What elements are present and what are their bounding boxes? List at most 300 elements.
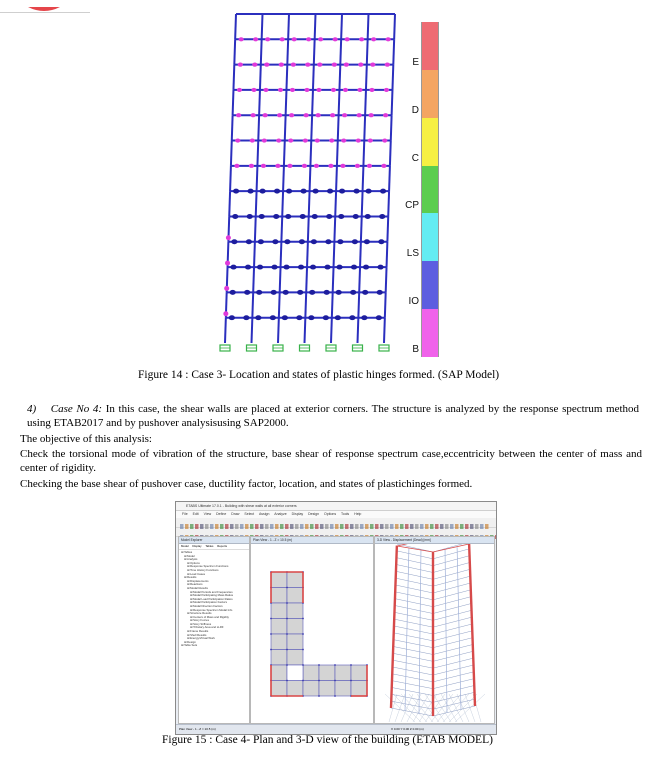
tree-item[interactable]: ⊞ Modal Periods and Frequencies <box>190 589 233 594</box>
objective-heading: The objective of this analysis: <box>20 433 152 445</box>
plastic-hinge <box>329 138 334 142</box>
plastic-hinge <box>379 214 385 219</box>
tree-item[interactable]: ⊞ Story Forces <box>190 618 209 623</box>
plan-slab-cell <box>319 665 335 681</box>
menu-assign[interactable]: Assign <box>258 512 270 516</box>
plastic-hinge <box>376 315 382 320</box>
plan-node <box>302 664 304 666</box>
plastic-hinge <box>300 214 306 219</box>
toolbar-icon <box>495 535 496 539</box>
tree-item[interactable]: ⊞ Tables <box>181 550 193 554</box>
tree-item[interactable]: ⊞ Modal Results <box>187 585 208 590</box>
plan-node <box>270 633 272 635</box>
plastic-hinge <box>324 265 330 270</box>
plan-node <box>286 618 288 620</box>
tree-item[interactable]: ⊞ Displacements <box>187 578 209 583</box>
plan-view-pane <box>250 536 374 724</box>
menu-define[interactable]: Define <box>216 512 227 516</box>
plastic-hinge <box>292 37 297 41</box>
plastic-hinge <box>253 37 258 41</box>
plastic-hinge <box>385 63 390 67</box>
plastic-hinge <box>338 214 344 219</box>
plastic-hinge <box>262 138 267 142</box>
legend-label-b: B <box>412 344 419 355</box>
plastic-hinge <box>350 290 356 295</box>
plastic-hinge <box>343 88 348 92</box>
frame-column <box>232 115 233 140</box>
menu-design[interactable]: Design <box>308 512 320 516</box>
frame-column <box>256 191 257 216</box>
plastic-hinge <box>326 214 332 219</box>
plan-node <box>334 680 336 682</box>
frame-column <box>359 267 360 292</box>
frame-column <box>254 242 255 267</box>
frame-column <box>262 14 263 39</box>
plan-node <box>302 680 304 682</box>
plan-slab-cell <box>287 619 303 635</box>
plan-slab-cell <box>351 665 367 681</box>
menu-analyze[interactable]: Analyze <box>274 512 287 516</box>
legend-label-d: D <box>411 104 419 116</box>
plastic-hinge <box>271 265 277 270</box>
view-3d-drawing[interactable] <box>375 544 494 724</box>
tree-item[interactable]: ⊞ Results <box>184 575 197 580</box>
tree-item[interactable]: ⊞ Model <box>184 553 195 558</box>
tree-item[interactable]: ⊞ Modal Participation Factors <box>190 600 228 605</box>
plan-node <box>286 633 288 635</box>
plastic-hinge <box>302 164 307 168</box>
plastic-hinge <box>290 88 295 92</box>
plastic-hinge <box>371 37 376 41</box>
case-4-number: 4) <box>27 403 37 415</box>
frame-column <box>388 191 389 216</box>
frame-column <box>229 191 230 216</box>
plastic-hinge <box>223 311 228 316</box>
plastic-hinge <box>272 239 278 244</box>
plastic-hinge <box>231 239 237 244</box>
tree-item[interactable]: ⊞ Response Spectrum Modal Info <box>190 607 233 612</box>
frame-column <box>233 65 234 90</box>
plastic-hinge <box>336 265 342 270</box>
plastic-hinge <box>335 315 341 320</box>
menu-help[interactable]: Help <box>354 512 362 516</box>
plan-slab-cell <box>271 650 287 666</box>
tree-item[interactable]: ⊞ Time History Functions <box>187 567 219 572</box>
frame-column <box>334 242 335 267</box>
frame-column <box>363 166 364 191</box>
building-column <box>391 546 397 708</box>
plastic-hinge <box>244 290 250 295</box>
plastic-hinge <box>340 164 345 168</box>
plan-view-title: Plan View - 1 - Z = 10.5 (m) <box>251 537 373 544</box>
plastic-hinge <box>230 290 236 295</box>
frame-column <box>284 141 285 166</box>
frame-column <box>334 216 335 241</box>
plastic-hinge <box>378 239 384 244</box>
frame-column <box>307 242 308 267</box>
plastic-hinge <box>312 189 318 194</box>
plastic-hinge <box>377 265 383 270</box>
plastic-hinge <box>331 88 336 92</box>
plastic-hinge <box>333 37 338 41</box>
plan-slab-cell <box>351 681 367 697</box>
frame-column <box>282 191 283 216</box>
plastic-hinge <box>297 290 303 295</box>
frame-column <box>333 267 334 292</box>
frame-column <box>261 39 262 64</box>
tree-item[interactable]: ⊞ Tributary Area and LLRF <box>190 625 224 630</box>
tree-item[interactable]: ⊞ Energy/Virtual Work <box>187 636 215 641</box>
frame-column <box>340 39 341 64</box>
plan-node <box>350 664 352 666</box>
plan-node <box>270 618 272 620</box>
plastic-hinge <box>316 113 321 117</box>
plastic-hinge <box>380 189 386 194</box>
plan-node <box>334 664 336 666</box>
plastic-hinge <box>355 164 360 168</box>
frame-column <box>367 39 368 64</box>
case-4-paragraph <box>27 402 639 430</box>
plan-node <box>286 649 288 651</box>
status-left: Plan View - 1 - Z = 10.5 (m) <box>179 727 216 731</box>
frame-column <box>225 318 226 343</box>
plastic-hinge <box>299 239 305 244</box>
plastic-hinge <box>263 113 268 117</box>
plastic-hinge <box>305 63 310 67</box>
etabs-status-bar <box>176 724 496 734</box>
plastic-hinge <box>236 113 241 117</box>
logo-fragment <box>0 0 90 6</box>
plastic-hinge <box>304 113 309 117</box>
frame-column <box>332 292 333 317</box>
plastic-hinge <box>365 189 371 194</box>
plan-slab-cell <box>271 572 287 588</box>
plastic-hinge <box>261 164 266 168</box>
frame-column <box>384 318 385 343</box>
frame-column <box>281 216 282 241</box>
plan-slab-cell <box>271 619 287 635</box>
legend-color-e <box>421 22 439 70</box>
explorer-tree <box>179 550 249 649</box>
frame-column <box>285 115 286 140</box>
frame-column <box>281 242 282 267</box>
plastic-hinge <box>303 138 308 142</box>
plastic-hinge <box>255 315 261 320</box>
plastic-hinge <box>306 37 311 41</box>
frame-column <box>306 267 307 292</box>
plastic-hinge <box>357 113 362 117</box>
explorer-tab-display[interactable]: Display <box>192 544 202 548</box>
frame-column <box>341 14 342 39</box>
frame-column <box>335 191 336 216</box>
frame-column <box>336 166 337 191</box>
plastic-hinge <box>277 113 282 117</box>
frame-column <box>280 267 281 292</box>
plastic-hinge <box>232 214 238 219</box>
frame-column <box>337 141 338 166</box>
plastic-hinge <box>386 37 391 41</box>
plan-slab-cell <box>271 665 287 681</box>
plastic-hinge <box>363 265 369 270</box>
plastic-hinge <box>328 164 333 168</box>
plan-node <box>350 680 352 682</box>
plastic-hinge <box>367 164 372 168</box>
plan-slab-cell <box>287 634 303 650</box>
plan-view-drawing[interactable] <box>251 544 373 724</box>
frame-column <box>252 292 253 317</box>
plastic-hinge <box>257 265 263 270</box>
plastic-hinge <box>224 286 229 291</box>
plastic-hinge <box>310 265 316 270</box>
model-explorer-pane <box>178 536 250 724</box>
plan-node <box>302 649 304 651</box>
plastic-hinge <box>353 189 359 194</box>
frame-column <box>392 65 393 90</box>
plastic-hinge <box>283 290 289 295</box>
frame-column <box>286 90 287 115</box>
frame-column <box>358 292 359 317</box>
plastic-hinge <box>233 189 239 194</box>
frame-column <box>231 141 232 166</box>
plastic-hinge <box>256 290 262 295</box>
legend-color-d <box>421 70 439 118</box>
frame-column <box>385 292 386 317</box>
tree-item[interactable]: ⊞ Structure Results <box>187 611 212 616</box>
tree-item[interactable]: ⊞ Modal Direction Factors <box>190 603 223 608</box>
frame-column <box>311 115 312 140</box>
plastic-hinge <box>324 290 330 295</box>
plan-slab-cell <box>271 634 287 650</box>
frame-column <box>278 318 279 343</box>
plan-node <box>286 602 288 604</box>
plastic-hinge <box>264 63 269 67</box>
plastic-hinge <box>352 239 358 244</box>
etabs-toolbar <box>176 518 496 528</box>
frame-column <box>387 216 388 241</box>
tree-item[interactable]: ⊞ Shell Results <box>187 632 207 637</box>
tree-item[interactable]: ⊞ Modal Participating Mass Ratios <box>190 593 234 598</box>
menu-edit[interactable]: Edit <box>192 512 199 516</box>
plastic-hinge <box>278 88 283 92</box>
etabs-title-bar <box>176 502 496 511</box>
plastic-hinge <box>341 138 346 142</box>
plan-opening <box>287 665 303 681</box>
menu-draw[interactable]: Draw <box>231 512 240 516</box>
plastic-hinge <box>284 239 290 244</box>
frame-column <box>230 166 231 191</box>
etabs-window-title: ETABS Ultimate 17.0.1 - Building with shear walls at all exterior corners <box>186 504 297 508</box>
plan-slab-cell <box>287 650 303 666</box>
tree-item[interactable]: ⊞ Centers of Mass and Rigidity <box>190 614 229 619</box>
plastic-hinge <box>285 214 291 219</box>
plastic-hinge <box>249 164 254 168</box>
base-grid-line <box>395 694 405 722</box>
plastic-hinge <box>349 315 355 320</box>
plastic-hinge <box>274 189 280 194</box>
plan-node <box>286 664 288 666</box>
frame-column <box>368 14 369 39</box>
tree-item[interactable]: ⊞ Reactions <box>187 582 203 587</box>
frame-column <box>234 39 235 64</box>
case-4-text: In this case, the shear walls are placed at exterior corners. The structure is analyzed by the response spectrum method using ETAB2017 and by pushover analysisusing SAP2000. <box>27 403 640 429</box>
legend-label-e: E <box>412 56 419 68</box>
frame-column <box>255 216 256 241</box>
frame-column <box>305 292 306 317</box>
plastic-hinge <box>336 290 342 295</box>
plan-slab-cell <box>271 603 287 619</box>
frame-column <box>286 65 287 90</box>
hinge-state-legend <box>403 22 443 357</box>
frame-column <box>312 90 313 115</box>
plan-node <box>318 664 320 666</box>
plastic-hinge <box>247 214 253 219</box>
figure-15-caption: Figure 15 : Case 4- Plan and 3-D view of the building (ETAB MODEL) <box>162 734 493 746</box>
plan-slab-cell <box>271 588 287 604</box>
plastic-hinge <box>275 164 280 168</box>
tree-item[interactable]: ⊞ Options <box>187 560 200 565</box>
plastic-hinge <box>382 138 387 142</box>
plastic-hinge <box>361 315 367 320</box>
plastic-hinge <box>238 63 243 67</box>
objective-1: Check the torsional mode of vibration of the structure, base shear of response spectrum case,eccentricity between the center of mass and center of rigidity. <box>20 448 642 474</box>
frame-column <box>387 242 388 267</box>
plastic-hinge <box>252 63 257 67</box>
frame-column <box>361 216 362 241</box>
plastic-hinge <box>258 239 264 244</box>
plastic-hinge <box>325 239 331 244</box>
frame-column <box>386 267 387 292</box>
objective-2: Checking the base shear of pushover case, ductility factor, location, and states of plastichinges formed. <box>20 478 473 490</box>
plastic-hinge <box>316 88 321 92</box>
frame-column <box>233 90 234 115</box>
frame-column <box>390 141 391 166</box>
menu-options[interactable]: Options <box>324 512 337 516</box>
frame-column <box>308 216 309 241</box>
legend-color-ls <box>421 213 439 261</box>
legend-label-cp: CP <box>405 200 419 212</box>
plastic-hinge <box>327 189 333 194</box>
plastic-hinge <box>308 315 314 320</box>
tree-item[interactable]: ⊞ Frame Results <box>187 629 209 634</box>
frame-column <box>394 14 395 39</box>
plan-slab-cell <box>335 665 351 681</box>
plastic-hinge <box>353 214 359 219</box>
plastic-hinge <box>230 265 236 270</box>
plastic-hinge <box>239 37 244 41</box>
plastic-hinge <box>243 315 249 320</box>
plastic-hinge <box>317 63 322 67</box>
legend-color-b <box>421 309 439 357</box>
plastic-hinge <box>339 189 345 194</box>
building-column <box>419 550 421 714</box>
building-column <box>469 544 475 706</box>
plan-slab-cell <box>287 572 303 588</box>
frame-column <box>259 90 260 115</box>
plan-node <box>302 618 304 620</box>
frame-column <box>362 191 363 216</box>
plastic-hinge <box>342 113 347 117</box>
plastic-hinge <box>314 164 319 168</box>
plan-node <box>334 695 336 697</box>
frame-column <box>391 115 392 140</box>
base-grid-line <box>441 694 457 722</box>
model-explorer-title: Model Explorer <box>179 537 249 544</box>
plastic-hinge <box>270 315 276 320</box>
plastic-hinge <box>345 37 350 41</box>
tree-item[interactable]: ⊞ Design <box>184 639 196 644</box>
plastic-hinge <box>332 63 337 67</box>
plastic-hinge <box>357 88 362 92</box>
view-3d-title: 3-D View - Displacement (Dead) [mm] <box>375 537 494 544</box>
frame-column <box>283 166 284 191</box>
frame-column <box>392 90 393 115</box>
menu-tools[interactable]: Tools <box>341 512 350 516</box>
frame-column <box>358 318 359 343</box>
plastic-hinge <box>362 290 368 295</box>
plastic-hinge <box>337 239 343 244</box>
plastic-hinge <box>276 138 281 142</box>
explorer-tab-reports[interactable]: Reports <box>217 544 227 548</box>
plan-node <box>318 680 320 682</box>
plan-slab-cell <box>335 681 351 697</box>
tree-item[interactable]: ⊞ Story Stiffness <box>190 621 212 626</box>
plan-slab-cell <box>319 681 335 697</box>
frame-column <box>258 115 259 140</box>
plastic-hinge <box>229 315 235 320</box>
menu-select[interactable]: Select <box>244 512 255 516</box>
frame-column <box>315 14 316 39</box>
frame-column <box>305 318 306 343</box>
plastic-hinge <box>251 88 256 92</box>
tree-item[interactable]: ⊞ Modal Load Participation Ratios <box>190 596 233 601</box>
plan-node <box>286 587 288 589</box>
plastic-hinge <box>263 88 268 92</box>
plastic-hinge <box>359 37 364 41</box>
plastic-hinge <box>291 63 296 67</box>
frame-column <box>288 14 289 39</box>
plan-node <box>302 633 304 635</box>
tree-item[interactable]: ⊞ Table Sets <box>181 643 198 648</box>
plastic-hinge <box>259 189 265 194</box>
explorer-tab-tables[interactable]: Tables <box>205 544 214 548</box>
tree-item[interactable]: ⊞ Analysis <box>184 557 198 562</box>
plan-slab-cell <box>287 681 303 697</box>
plastic-hinge <box>311 239 317 244</box>
plastic-hinge <box>384 88 389 92</box>
tree-item[interactable]: ⊞ Response Spectrum Functions <box>187 564 229 569</box>
plastic-hinge <box>283 265 289 270</box>
frame-column <box>363 141 364 166</box>
plastic-hinge <box>312 214 318 219</box>
plastic-hinge <box>383 113 388 117</box>
explorer-tab-model[interactable]: Model <box>181 544 189 548</box>
menu-display[interactable]: Display <box>291 512 304 516</box>
plastic-hinge <box>318 37 323 41</box>
plastic-hinge <box>365 214 371 219</box>
menu-file[interactable]: File <box>182 512 188 516</box>
plastic-hinge <box>351 265 357 270</box>
plastic-hinge <box>235 138 240 142</box>
view-3d-pane <box>374 536 495 724</box>
menu-view[interactable]: View <box>203 512 212 516</box>
tree-item[interactable]: ⊞ Load Cases <box>187 571 206 576</box>
plastic-hinge <box>369 113 374 117</box>
frame-column <box>365 90 366 115</box>
plastic-hinge <box>304 88 309 92</box>
plastic-hinge <box>381 164 386 168</box>
case-4-title: Case No 4: <box>50 403 103 415</box>
etabs-window <box>175 501 497 735</box>
